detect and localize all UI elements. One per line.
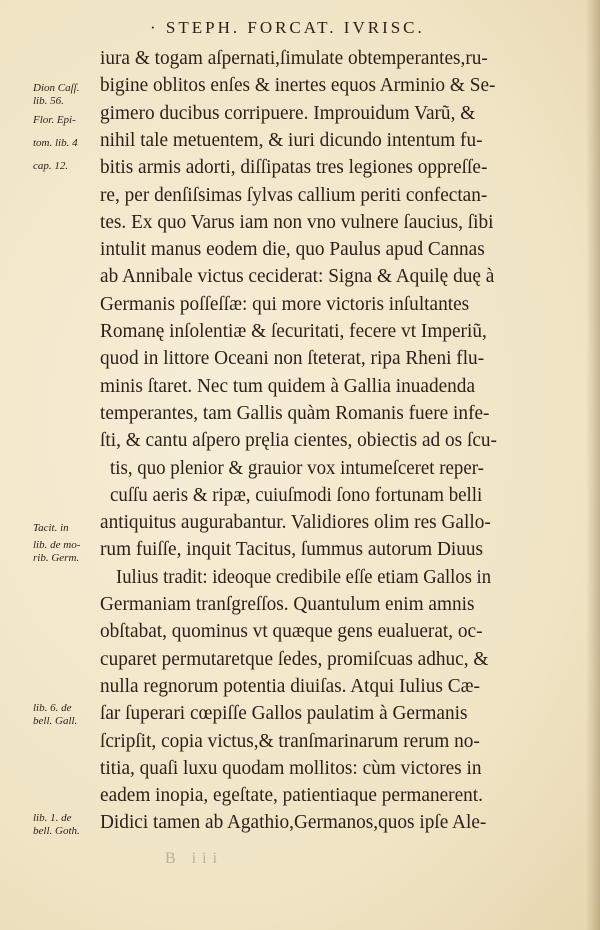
text-line: re, per denſiſsimas ſylvas callium periti confectan- (100, 184, 488, 206)
text-line: obſtabat, quominus vt quæque gens eualuerat, oc- (100, 621, 483, 643)
text-line: nulla regnorum potentia diuiſas. Atqui Iulius Cæ- (100, 675, 480, 697)
text-line: intulit manus eodem die, quo Paulus apud Cannas (100, 239, 485, 261)
text-line: titia, quaſi luxu quodam mollitos: cùm victores in (100, 757, 482, 779)
margin-note-tacitus (33, 522, 103, 565)
text-line: bitis armis adorti, diſſipatas tres legiones oppreſſe- (100, 157, 488, 179)
margin-note-line: cap. 12. (33, 160, 69, 172)
text-line: gimero ducibus corripuere. Improuidum Varũ, & (100, 102, 476, 124)
margin-note-line: Dion Caſſ. (33, 82, 80, 94)
margin-note-line: bell. Goth. (33, 825, 80, 837)
text-line: minis ſtaret. Nec tum quidem à Gallia inuadenda (100, 375, 476, 397)
text-line: ſcripſit, copia victus,& tranſmarinarum rerum no- (100, 730, 480, 752)
text-line: Germaniam tranſgreſſos. Quantulum enim amnis (100, 594, 475, 615)
margin-note-line: lib. de mo- (33, 539, 81, 551)
text-line: tis, quo plenior & grauior vox intumeſceret reper- (110, 457, 484, 479)
catchword: B iii (165, 850, 224, 867)
text-line: temperantes, tam Gallis quàm Romanis fuere infe- (100, 402, 490, 424)
text-line: eadem inopia, egeſtate, patientiaque permanerent. (100, 785, 483, 807)
text-line: cuparet permutaretque ſedes, promiſcuas adhuc, & (100, 648, 489, 670)
text-line: ſar ſuperari cœpiſſe Gallos paulatim à Germanis (100, 703, 468, 725)
margin-note-line: Tacit. in (33, 522, 69, 534)
text-line: Iulius tradit: ideoque credibile eſſe etiam Gallos in (116, 566, 492, 588)
margin-note-caesar (33, 702, 103, 728)
margin-note-line: rib. Germ. (33, 552, 80, 564)
text-line: bigine oblitos enſes & inertes equos Arminio & Se- (100, 75, 496, 97)
text-line: iura & togam aſpernati,ſimulate obtemperantes,ru- (100, 48, 488, 69)
margin-note-dio (33, 82, 103, 108)
margin-note-line: lib. 1. de (33, 812, 72, 824)
text-line: antiquitus augurabantur. Validiores olim res Gallo- (100, 512, 491, 534)
margin-note-line: bell. Gall. (33, 715, 78, 727)
text-line: cuſſu aeris & ripæ, cuiuſmodi ſono fortunam belli (110, 484, 483, 506)
text-line: ſti, & cantu aſpero pręlia cientes, obiectis ad os ſcu- (100, 430, 497, 452)
text-line: ab Annibale victus ceciderat: Signa & Aquilę duę à (100, 266, 495, 288)
margin-note-line: tom. lib. 4 (33, 137, 78, 149)
text-line: tes. Ex quo Varus iam non vno vulnere ſaucius, ſibi (100, 211, 494, 233)
margin-note-line: lib. 6. de (33, 702, 72, 714)
text-line: Germanis poſſeſſæ: qui more victoris inſultantes (100, 293, 470, 315)
running-head: · STEPH. FORCAT. IVRISC. (150, 18, 425, 37)
margin-note-line: lib. 56. (33, 95, 64, 107)
text-line: Didici tamen ab Agathio,Germanos,quos ipſe Ale- (100, 812, 487, 834)
text-line: nihil tale metuentem, & iuri dicundo intentum fu- (100, 129, 483, 151)
margin-note-line: Flor. Epi- (33, 114, 76, 126)
text-line: quod in littore Oceani non ſteterat, ripa Rheni flu- (100, 348, 485, 370)
margin-note-florus (33, 114, 103, 173)
margin-note-agathias (33, 812, 103, 838)
text-line: rum fuiſſe, inquit Tacitus, ſummus autorum Diuus (100, 539, 484, 561)
text-line: Romanę inſolentiæ & ſecuritati, fecere vt Imperiũ, (100, 321, 487, 342)
